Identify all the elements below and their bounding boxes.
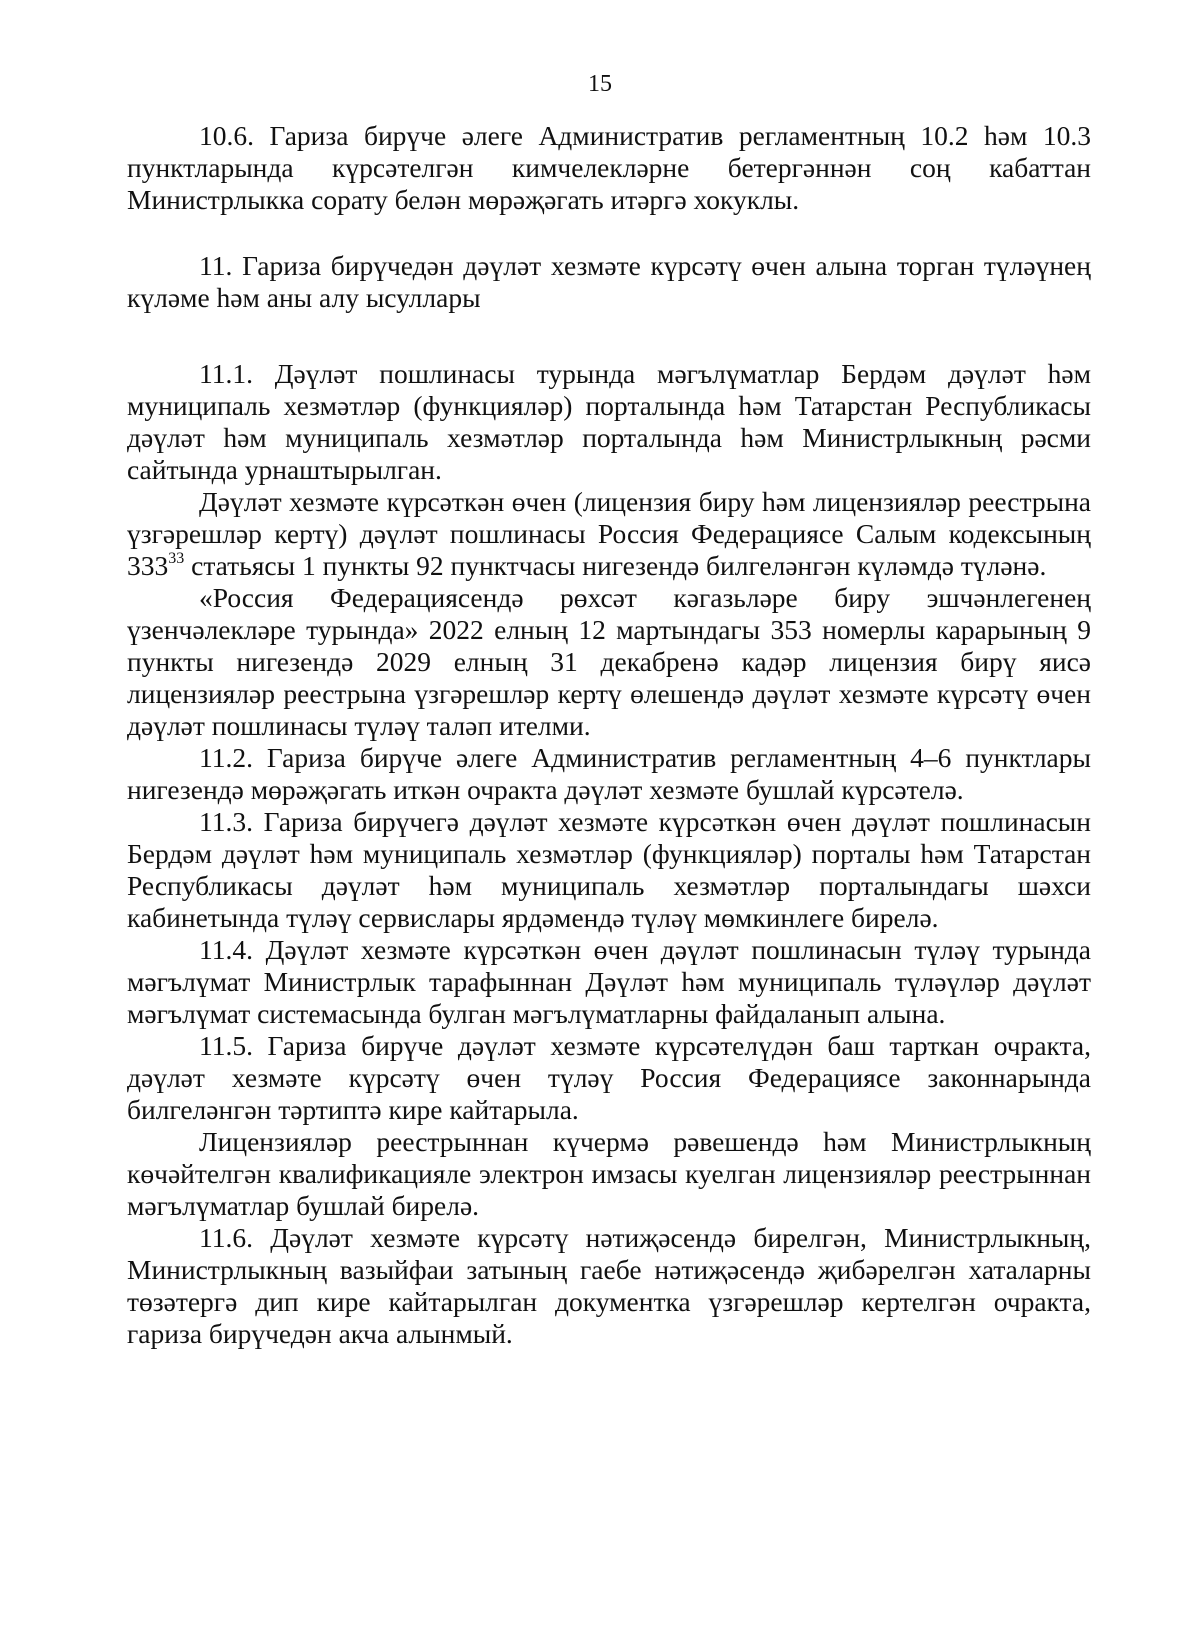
paragraph-11-6: 11.6. Дәүләт хезмәте күрсәтү нәтиҗәсендә бирелгән, Министрлыкның, Министрлыкның вазыйфаи затының гаебе нәтиҗәсендә җибәрелгән хаталарны төзәтергә дип кире кайтарылган документка үзгәрешләр кертелгән очракта, гариза бирүчедән акча алынмый. — [127, 1222, 1091, 1349]
paragraph-11-1-fee-text-before: Дәүләт хезмәте күрсәткән өчен (лицензия биру һәм лицензияләр реестрына үзгәрешләр кертү) дәүләт пошлинасы Россия Федерациясе Салым кодексының 333 — [127, 486, 1091, 581]
page-number: 15 — [588, 71, 612, 97]
paragraph-11-1-exemption: «Россия Федерациясендә рөхсәт кәгазьләре биру эшчәнлегенең үзенчәлекләре турында» 2022 елның 12 мартындагы 353 номерлы карарының 9 пункты нигезендә 2029 елның 31 декабренә кадәр лицензия бирү яисә лицензияләр реестрына үзгәрешләр кертү өлешендә дәүләт хезмәте күрсәтү өчен дәүләт пошлинасы түләү таләп ителми. — [127, 582, 1091, 741]
paragraph-11-5-extract: Лицензияләр реестрыннан күчермә рәвешендә һәм Министрлыкның көчәйтелгән квалификацияле электрон имзасы куелган лицензияләр реестрыннан мәгълүматлар бушлай бирелә. — [127, 1126, 1091, 1221]
paragraph-11-5: 11.5. Гариза бирүче дәүләт хезмәте күрсәтелүдән баш тарткан очракта, дәүләт хезмәте күрсәтү өчен түләү Россия Федерациясе законнарында билгеләнгән тәртиптә кире кайтарыла. — [127, 1030, 1091, 1125]
document-body — [127, 120, 1091, 1350]
article-superscript: 33 — [168, 550, 185, 567]
paragraph-11-1-fee-text-after: статьясы 1 пункты 92 пунктчасы нигезендә билгеләнгән күләмдә түләнә. — [184, 550, 1047, 581]
paragraph-11-2: 11.2. Гариза бирүче әлеге Административ регламентның 4–6 пунктлары нигезендә мөрәҗәгать иткән очракта дәүләт хезмәте бушлай күрсәтелә. — [127, 742, 1091, 805]
paragraph-11-1: 11.1. Дәүләт пошлинасы турында мәгълүматлар Бердәм дәүләт һәм муниципаль хезмәтләр (функцияләр) порталында һәм Татарстан Республикасы дәүләт һәм муниципаль хезмәтләр порталында һәм Министрлыкның рәсми сайтында урнаштырылган. — [127, 358, 1091, 485]
paragraph-11-1-fee — [127, 486, 1091, 582]
paragraph-10-6: 10.6. Гариза бирүче әлеге Административ регламентның 10.2 һәм 10.3 пунктларында күрсәтелгән кимчелекләрне бетергәннән соң кабаттан Министрлыкка сорату белән мөрәҗәгать итәргә хокуклы. — [127, 120, 1091, 215]
section-heading-11: 11. Гариза бирүчедән дәүләт хезмәте күрсәтү өчен алына торган түләүнең күләме һәм аны алу ысуллары — [127, 250, 1091, 313]
paragraph-11-3: 11.3. Гариза бирүчегә дәүләт хезмәте күрсәткән өчен дәүләт пошлинасын Бердәм дәүләт һәм муниципаль хезмәтләр (функцияләр) порталы һәм Татарстан Республикасы дәүләт һәм муниципаль хезмәтләр порталындагы шәхси кабинетында түләү сервислары ярдәмендә түләү мөмкинлеге бирелә. — [127, 806, 1091, 933]
paragraph-11-4: 11.4. Дәүләт хезмәте күрсәткән өчен дәүләт пошлинасын түләү турында мәгълүмат Министрлык тарафыннан Дәүләт һәм муниципаль түләүләр дәүләт мәгълүмат системасында булган мәгълүматларны файдаланып алына. — [127, 934, 1091, 1029]
